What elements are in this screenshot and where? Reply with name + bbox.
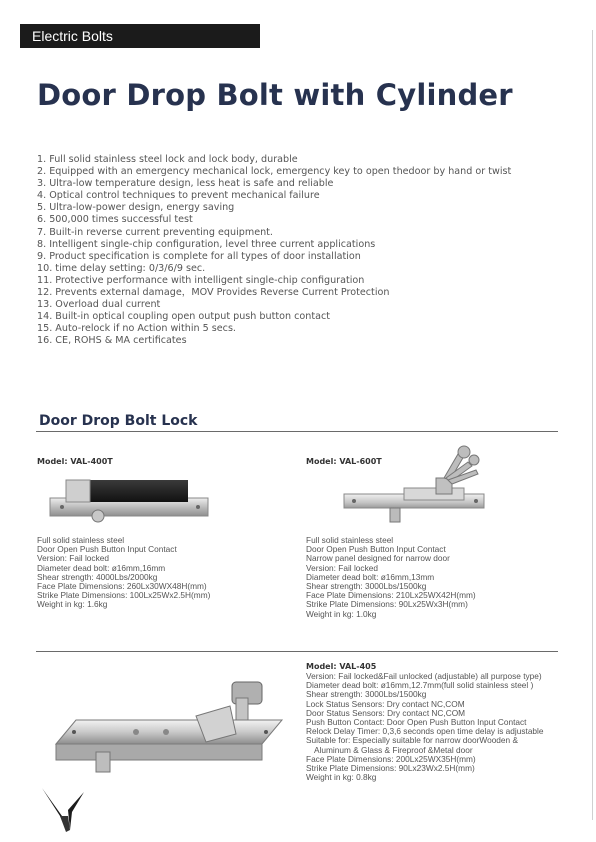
spec-line: Aluminum & Glass & Fireproof &Metal door	[314, 744, 473, 755]
category-tab-label: Electric Bolts	[32, 28, 113, 44]
feature-item: 5. Ultra-low-power design, energy saving	[37, 202, 235, 214]
spec-line: Weight in kg: 1.0kg	[306, 608, 377, 619]
spec-line: Version: Fail locked	[306, 562, 378, 573]
spec-line: Weight in kg: 1.6kg	[37, 599, 108, 610]
feature-item: 14. Built-in optical coupling open output push button contact	[37, 311, 331, 323]
feature-list	[37, 154, 511, 348]
spec-line: Suitable for: Especially suitable for narrow doorWooden &	[306, 735, 518, 746]
spec-line: Door Status Sensors: Dry contact NC,COM	[306, 707, 466, 718]
feature-item: 3. Ultra-low temperature design, less heat is safe and reliable	[37, 178, 334, 190]
spec-line: Relock Delay Timer: 0,3,6 seconds open time delay is adjustable	[306, 726, 544, 737]
product-spec-list-val-405	[306, 672, 544, 782]
product-image-val-405	[46, 676, 286, 776]
feature-item: 1. Full solid stainless steel lock and lock body, durable	[37, 154, 298, 165]
feature-item: 4. Optical control techniques to prevent mechanical failure	[37, 190, 320, 202]
spec-line: Narrow panel designed for narrow door	[306, 553, 450, 564]
section-title: Door Drop Bolt Lock	[39, 413, 198, 429]
spec-line: Version: Fail locked	[37, 553, 109, 564]
product-model-val-400t: Model: VAL-400T	[37, 457, 113, 466]
section-divider	[36, 431, 558, 432]
spec-line: Shear strength: 4000Lbs/2000kg	[37, 571, 158, 582]
spec-line: Weight in kg: 0.8kg	[306, 772, 377, 783]
feature-item: 2. Equipped with an emergency mechanical lock, emergency key to open thedoor by hand or twist	[37, 166, 512, 178]
spec-line: Shear strength: 3000Lbs/1500kg	[306, 689, 427, 700]
spec-line: Strike Plate Dimensions: 90Lx23Wx2.5H(mm)	[306, 763, 475, 774]
product-model-val-600t: Model: VAL-600T	[306, 457, 382, 466]
spec-line: Strike Plate Dimensions: 100Lx25Wx2.5H(mm)	[37, 590, 211, 601]
spec-line: Shear strength: 3000Lbs/1500kg	[306, 581, 427, 592]
feature-item: 15. Auto-relock if no Action within 5 secs.	[37, 323, 236, 335]
feature-item: 6. 500,000 times successful test	[37, 214, 193, 226]
spec-line: Lock Status Sensors: Dry contact NC,COM	[306, 698, 465, 709]
feature-item: 7. Built-in reverse current preventing equipment.	[37, 226, 273, 238]
spec-line: Push Button Contact: Door Open Push Button Input Contact	[306, 717, 527, 728]
feature-item: 10. time delay setting: 0/3/6/9 sec.	[37, 262, 206, 274]
spec-line: Door Open Push Button Input Contact	[306, 544, 446, 555]
feature-item: 12. Prevents external damage，MOV Provides Reverse Current Protection	[37, 287, 390, 299]
feature-item: 16. CE, ROHS & MA certificates	[37, 335, 187, 347]
spec-line: Door Open Push Button Input Contact	[37, 544, 177, 555]
product-spec-list-val-400t	[37, 536, 210, 610]
spec-line: Face Plate Dimensions: 260Lx30WX48H(mm)	[37, 581, 207, 592]
feature-item: 8. Intelligent single-chip configuration, level three current applications	[37, 238, 376, 250]
product-image-val-400t	[48, 476, 212, 528]
spec-line: Version: Fail locked&Fail unlocked (adjustable) all purpose type)	[306, 671, 542, 681]
feature-item: 13. Overload dual current	[37, 299, 161, 311]
spec-line: Strike Plate Dimensions: 90Lx25Wx3H(mm)	[306, 599, 468, 610]
spec-line: Full solid stainless steel	[37, 535, 125, 545]
bird-wings-logo-icon	[40, 786, 86, 834]
product-model-val-405: Model: VAL-405	[306, 662, 377, 671]
feature-item: 11. Protective performance with intelligent single-chip configuration	[37, 274, 365, 286]
product-divider	[36, 651, 558, 652]
spec-line: Diameter dead bolt: ø16mm,16mm	[37, 562, 166, 573]
product-spec-list-val-600t	[306, 536, 476, 619]
spec-line: Full solid stainless steel	[306, 535, 394, 545]
spec-line: Face Plate Dimensions: 200Lx25WX35H(mm)	[306, 753, 476, 764]
product-image-val-600t	[340, 440, 490, 532]
spec-line: Diameter dead bolt: ø16mm,13mm	[306, 571, 435, 582]
page-title: Door Drop Bolt with Cylinder	[37, 78, 513, 112]
feature-item: 9. Product specification is complete for all types of door installation	[37, 250, 361, 262]
spec-line: Diameter dead bolt: ø16mm,12.7mm(full solid stainless steel )	[306, 680, 534, 691]
page-edge-divider	[592, 30, 593, 820]
spec-line: Face Plate Dimensions: 210Lx25WX42H(mm)	[306, 590, 476, 601]
